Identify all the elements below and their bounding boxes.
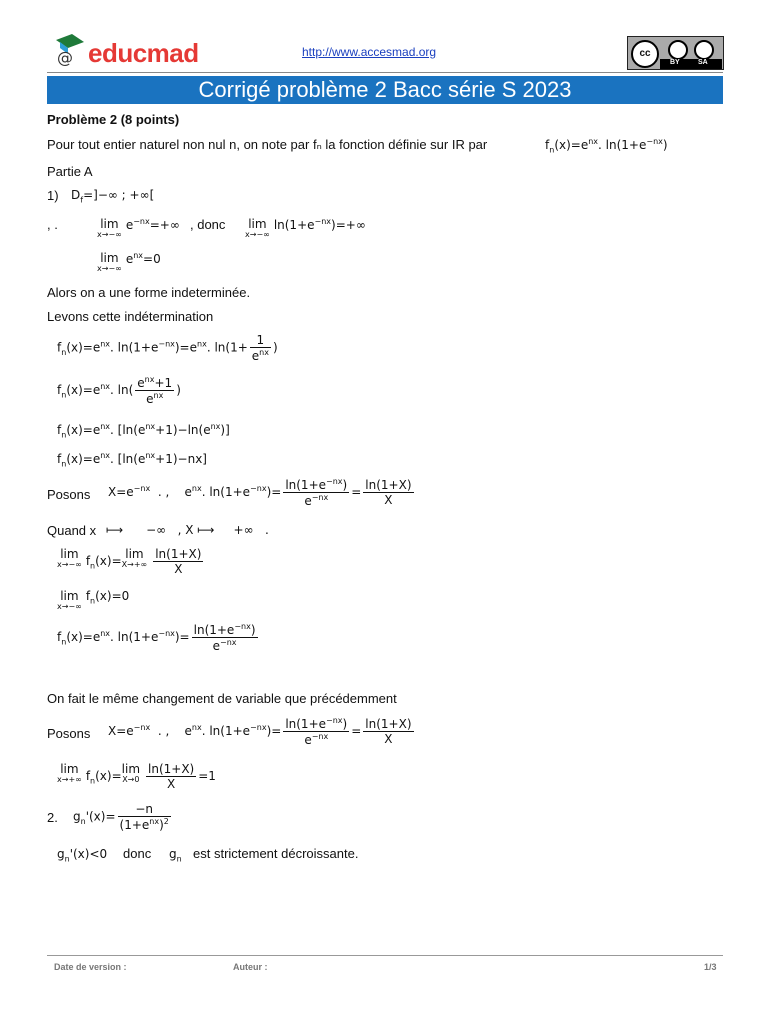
footer-rule — [47, 955, 723, 956]
limit-3: lim x→−∞ $e^{nx}=0$ — [97, 251, 161, 273]
derivative-formula: $g_n'(x)=$ $\frac{-n}{(1+e^{nx})^2}$ — [73, 802, 169, 832]
posons-text-2: Posons — [47, 726, 91, 741]
step-1: $f_n(x)=e^{nx}$. $\ln(1+e^{-nx})=e^{nx}$. ln(1+ $\frac{1}{e^{nx}}$ ) — [57, 333, 278, 363]
sa-label: SA — [698, 59, 708, 66]
conclusion-text: est strictement décroissante. — [193, 846, 359, 861]
intro-text: Pour tout entier naturel non nul n, on note par fₙ la fonction définie sur IR par — [47, 137, 488, 152]
limit-5: lim x→−∞ $f_n(x)=0$ — [57, 589, 130, 611]
limit-2: lim x→−∞ $\ln(1+e^{-nx})=+\infty$ — [245, 217, 366, 239]
by-label: BY — [670, 59, 680, 66]
partie-a-heading: Partie A — [47, 164, 93, 179]
site-link[interactable]: http://www.accesmad.org — [302, 45, 437, 59]
g-n-symbol: $g_n$ — [169, 847, 182, 864]
quand-text: Quand x — [47, 523, 97, 538]
by-icon — [668, 40, 688, 60]
alors-text: Alors on a une forme indeterminée. — [47, 285, 251, 300]
substitution-2: $X=e^{-nx}$ . , $e^{nx}$. $\ln(1+e^{-nx})=$ $\frac{\ln(1+e^{-nx})}{e^{-nx}}$ = $\frac{\ln(1+X)}{X}$ — [108, 716, 412, 747]
q2-label: 2. — [47, 810, 58, 825]
lim-prefix: , . — [47, 217, 58, 232]
limit-1: lim x→−∞ $e^{-nx}=+\infty$ — [97, 217, 180, 239]
donc-text-2: donc — [123, 846, 152, 861]
footer-date-label: Date de version : — [54, 962, 127, 972]
q1-label: 1) — [47, 188, 59, 203]
posons-text-1: Posons — [47, 487, 91, 502]
cc-license-badge — [627, 36, 724, 70]
meme-changement-text: On fait le même changement de variable que précédemment — [47, 691, 397, 706]
footer-author-label: Auteur : — [233, 962, 268, 972]
logo-text: educmad — [88, 38, 199, 68]
domain-formula: $D_f=]-\infty$ ; +∞[ — [71, 188, 155, 205]
problem-heading: Problème 2 (8 points) — [47, 112, 180, 127]
step-4: $f_n(x)=e^{nx}$. $[\ln(e^{nx}+1)-nx]$ — [57, 451, 207, 469]
step-5: $f_n(x)=e^{nx}$. $\ln(1+e^{-nx})=$ $\frac{\ln(1+e^{-nx})}{e^{-nx}}$ — [57, 622, 256, 653]
header-rule — [47, 72, 723, 73]
educmad-logo — [52, 30, 88, 66]
step-2: $f_n(x)=e^{nx}$. ln( $\frac{e^{nx}+1}{e^{nx}}$ ) — [57, 375, 181, 406]
step-3: $f_n(x)=e^{nx}$. $[\ln(e^{nx}+1)-\ln(e^{nx})]$ — [57, 422, 230, 440]
svg-text:@: @ — [57, 48, 73, 66]
donc-text: , donc — [190, 217, 226, 232]
sa-icon — [694, 40, 714, 60]
levons-text: Levons cette indétermination — [47, 309, 214, 324]
page-title: Corrigé problème 2 Bacc série S 2023 — [47, 76, 723, 104]
limit-4: lim x→−∞ $f_n(x)=$ lim X→+∞ $\frac{\ln(1+X)}{X}$ — [57, 547, 202, 576]
footer-page-number: 1/3 — [704, 962, 717, 972]
derivative-sign: $g_n'(x)<0$ — [57, 847, 108, 864]
function-def: $f_n(x)=e^{nx}$. $\ln(1+e^{-nx})$ — [545, 137, 668, 155]
limit-6: lim x→+∞ $f_n(x)=$ lim X→0 $\frac{\ln(1+X)}{X}$ =1 — [57, 762, 216, 791]
logo-icon — [52, 30, 88, 66]
cc-icon: cc — [631, 40, 659, 68]
substitution-1: $X=e^{-nx}$ . , $e^{nx}$. $\ln(1+e^{-nx})=$ $\frac{\ln(1+e^{-nx})}{e^{-nx}}$ = $\frac{\ln(1+X)}{X}$ — [108, 477, 412, 508]
variable-change: ⟼ −∞ , X ⟼ +∞ . — [106, 523, 269, 537]
